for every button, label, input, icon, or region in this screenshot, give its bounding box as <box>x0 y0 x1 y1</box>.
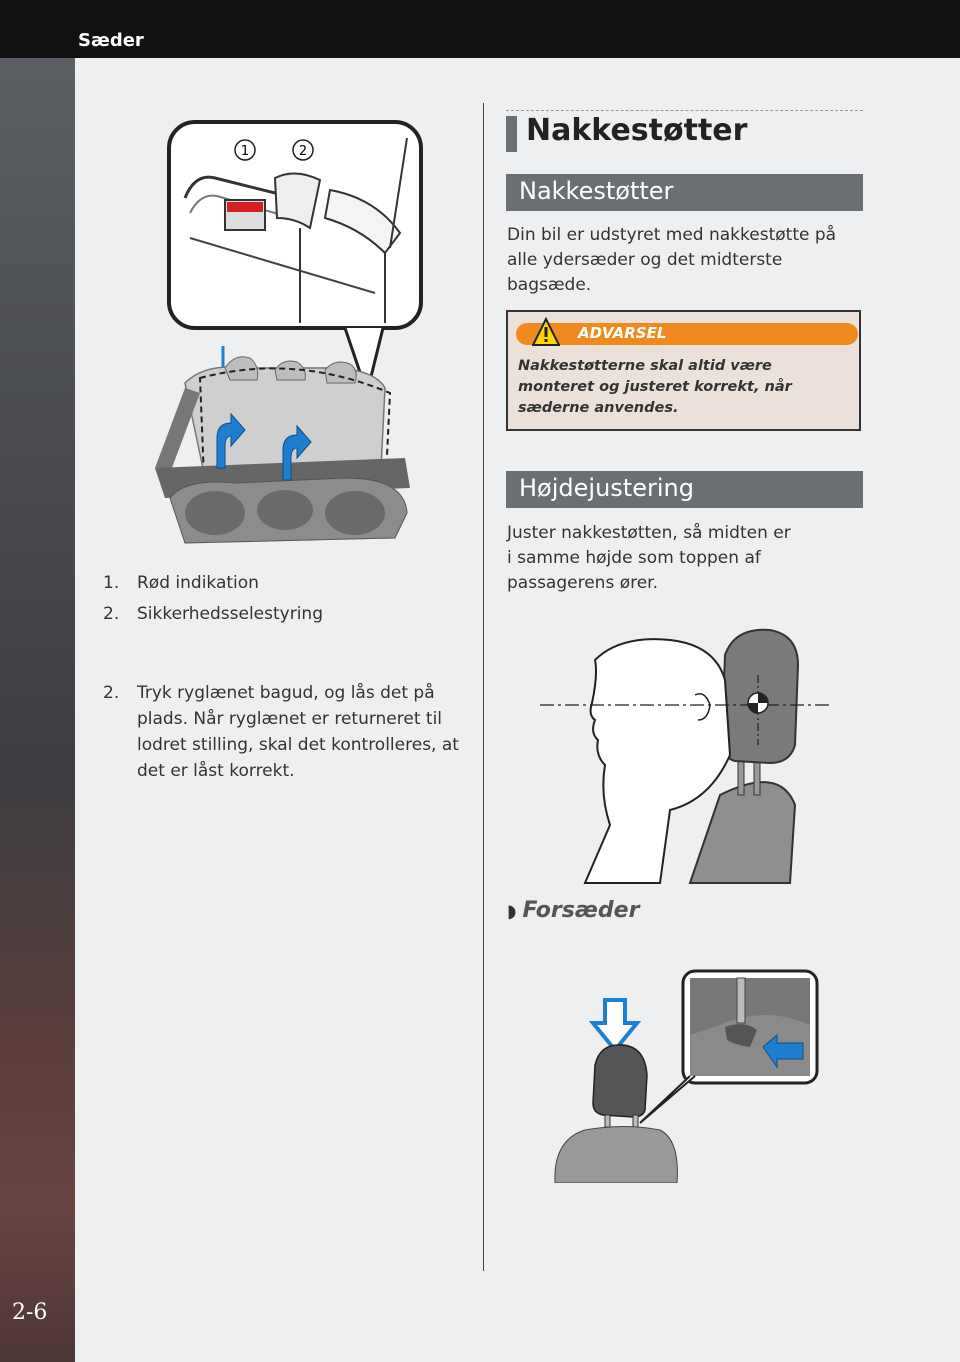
callout-1: 1 <box>240 144 250 159</box>
warning-text: Nakkestøtterne skal altid være monteret og justeret korrekt, når sæderne anvendes. <box>518 358 792 416</box>
header-bar <box>0 0 960 58</box>
front-seat-illustration <box>545 965 820 1183</box>
subsection-band: Højdejustering <box>506 471 863 508</box>
callout-2: 2 <box>298 144 308 159</box>
down-arrow-icon <box>593 1000 637 1050</box>
list-item: 1. Rød indikation <box>103 573 259 593</box>
head-height-illustration <box>540 625 830 885</box>
red-indicator <box>227 202 263 212</box>
warning-header: ADVARSEL <box>516 323 858 345</box>
step-instruction: 2. Tryk ryglænet bagud, og lås det på plads. Når ryglænet er returneret til lodret stilling, skal det kontrolleres, at det er låst korrekt. <box>103 683 459 781</box>
title-bar-marker <box>506 116 517 152</box>
rear-seat-illustration <box>145 118 445 558</box>
side-strip <box>0 58 75 1362</box>
list-item: 2. Sikkerhedsselestyring <box>103 604 323 624</box>
page-number: 2-6 <box>12 1300 48 1325</box>
column-divider <box>483 103 484 1271</box>
warning-icon <box>532 317 560 347</box>
chapter-title: Sæder <box>78 30 144 51</box>
paragraph: Din bil er udstyret med nakkestøtte på alle ydersæder og det midterste bagsæde. <box>507 225 837 295</box>
paragraph: Juster nakkestøtten, så midten er i samme højde som toppen af passagerens ører. <box>507 523 791 593</box>
section-title: Nakkestøtter <box>506 110 863 155</box>
legend-list <box>103 573 463 635</box>
subheading: ◗ Forsæder <box>507 898 640 923</box>
subsection-band: Nakkestøtter <box>506 174 863 211</box>
warning-box <box>506 310 861 431</box>
